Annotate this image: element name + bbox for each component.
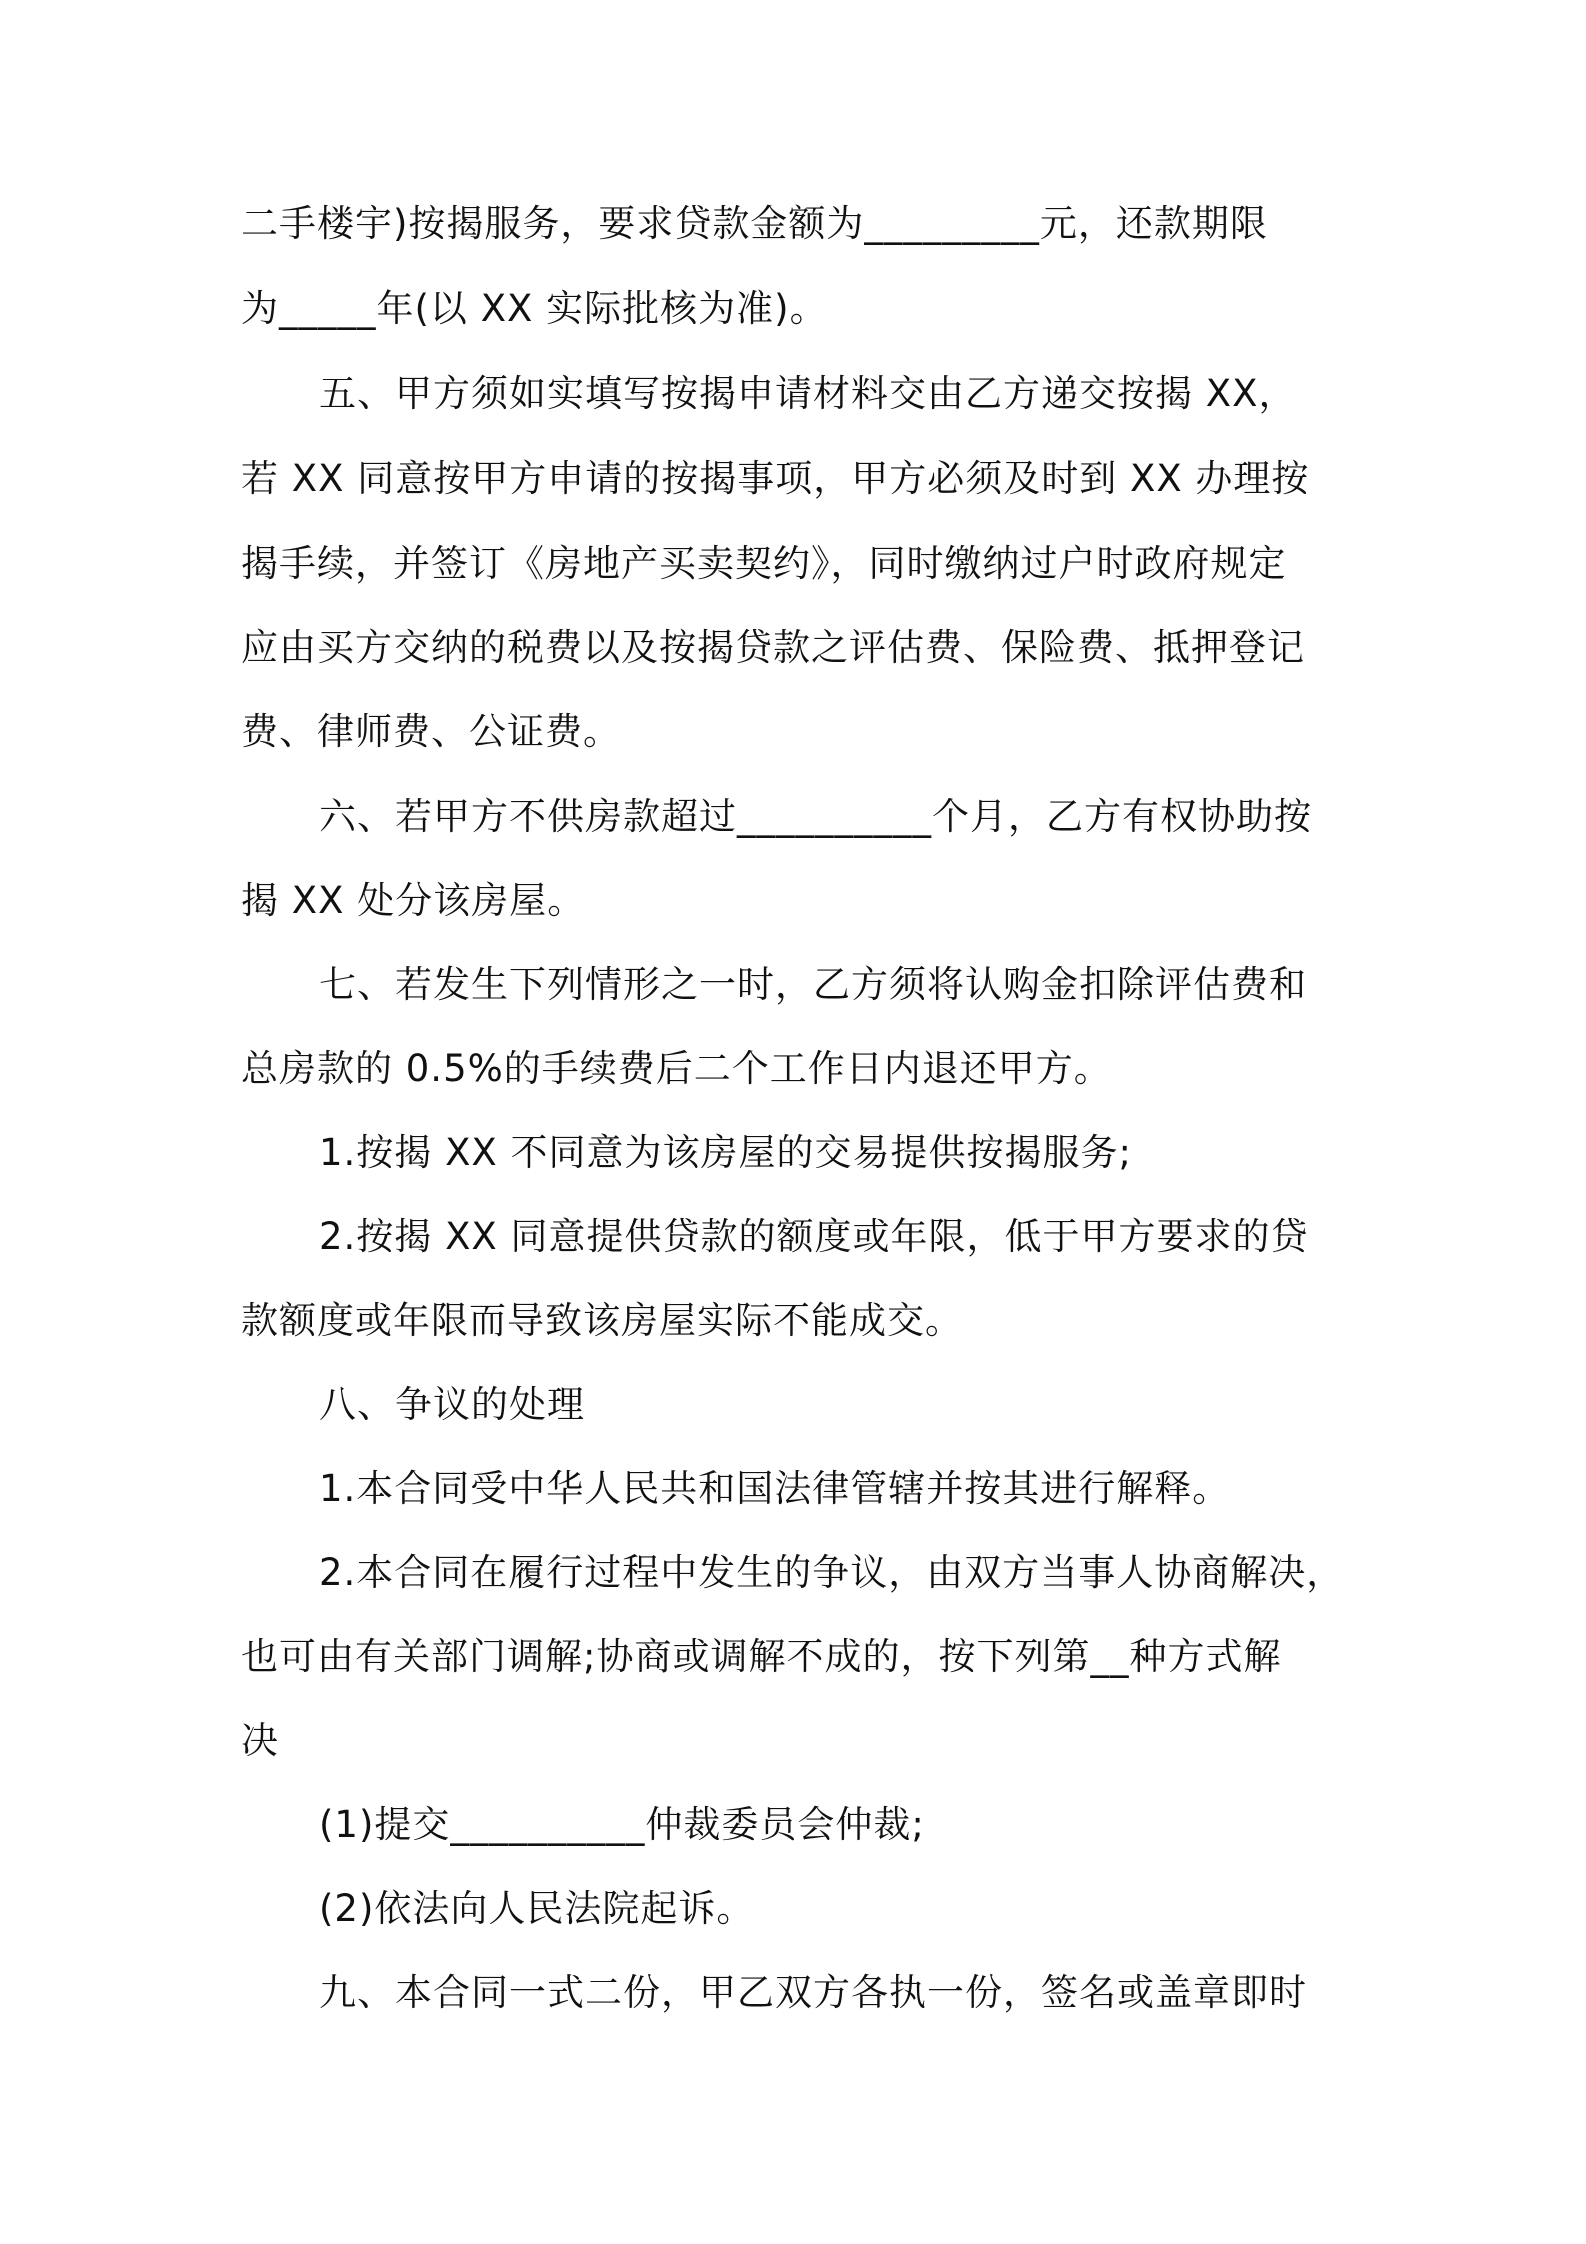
list-item: (2)依法向人民法院起诉。 [319,1887,755,1930]
list-item: 1.按揭 XX 不同意为该房屋的交易提供按揭服务; [319,1131,1132,1174]
text-line: 也可由有关部门调解;协商或调解不成的，按下列第__种方式解 [241,1635,1282,1678]
section-5-heading: 五、甲方须如实填写按揭申请材料交由乙方递交按揭 XX， [319,372,1297,415]
text-line: 款额度或年限而导致该房屋实际不能成交。 [241,1299,963,1342]
list-item: 1.本合同受中华人民共和国法律管辖并按其进行解释。 [319,1467,1231,1510]
text-line: 应由买方交纳的税费以及按揭贷款之评估费、保险费、抵押登记 [241,626,1305,669]
text-line: 总房款的 0.5%的手续费后二个工作日内退还甲方。 [241,1047,1112,1090]
text-line: 二手楼宇)按揭服务，要求贷款金额为_________元，还款期限 [241,202,1268,245]
text-line: 决 [241,1719,279,1762]
text-line: 费、律师费、公证费。 [241,710,621,753]
list-item: (1)提交__________仲裁委员会仲裁; [319,1803,925,1846]
section-6-heading: 六、若甲方不供房款超过__________个月，乙方有权协助按 [319,795,1312,838]
text-line: 为_____年(以 XX 实际批核为准)。 [241,287,828,330]
list-item: 2.本合同在履行过程中发生的争议，由双方当事人协商解决， [319,1551,1345,1594]
list-item: 2.按揭 XX 同意提供贷款的额度或年限，低于甲方要求的贷 [319,1215,1309,1258]
section-8-heading: 八、争议的处理 [319,1383,585,1426]
section-9-heading: 九、本合同一式二份，甲乙双方各执一份，签名或盖章即时 [319,1971,1307,2014]
text-line: 揭 XX 处分该房屋。 [241,879,586,922]
text-line: 若 XX 同意按甲方申请的按揭事项，甲方必须及时到 XX 办理按 [241,457,1310,500]
section-7-heading: 七、若发生下列情形之一时，乙方须将认购金扣除评估费和 [319,963,1307,1006]
text-line: 揭手续，并签订《房地产买卖契约》，同时缴纳过户时政府规定 [241,542,1287,585]
